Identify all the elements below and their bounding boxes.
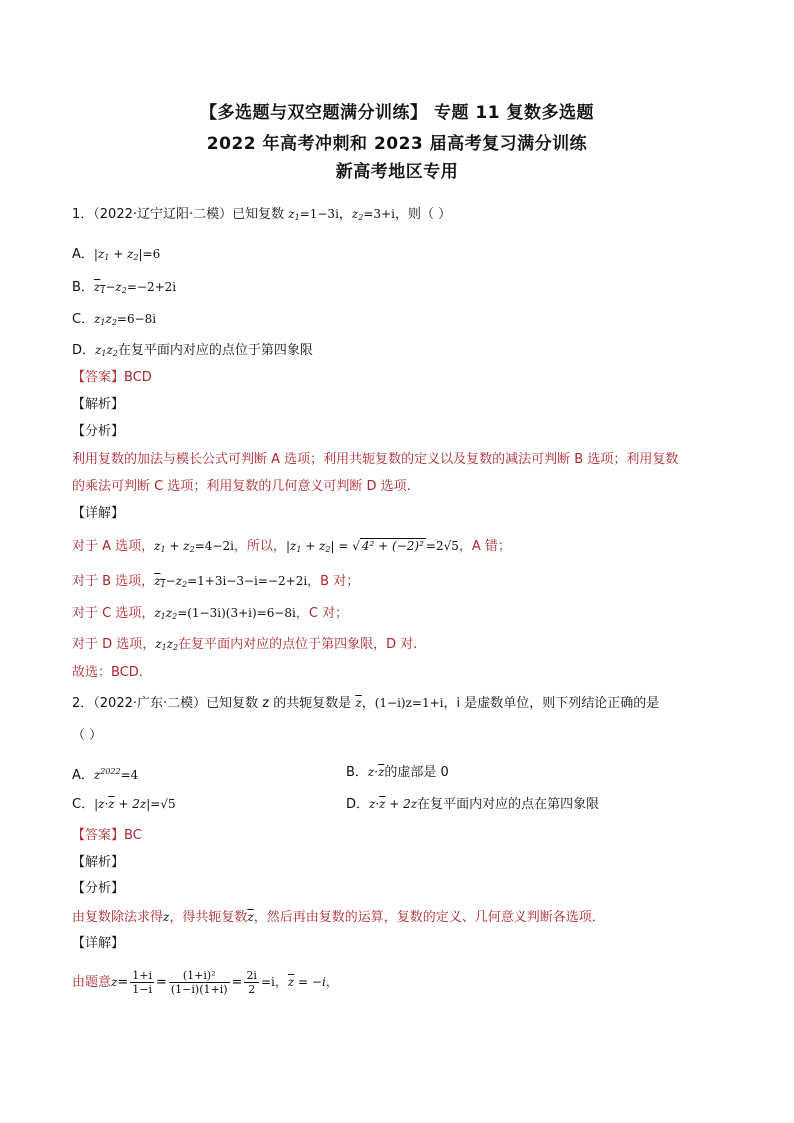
q1-answer: 【答案】BCD [72,370,152,385]
q2-analysis: 由复数除法求得z，得共轭复数$\overline{z}$，然后再由复数的运算，复数的定义、几何意义判断各选项． [72,910,605,925]
q2-stem: 2．（2022·广东·二模）已知复数 z 的共轭复数是 $\overline{z}$，(1−i)z=1+i，i 是虚数单位，则下列结论正确的是 [72,696,660,711]
q1-jiexi-heading: 【解析】 [72,397,125,412]
doc-title-line2: 2022 年高考冲刺和 2023 届高考复习满分训练 [206,134,588,154]
doc-title-line3: 新高考地区专用 [335,162,459,182]
q2-option-c: C．$|z\cdot\overline{z} + 2z|=√5$ [72,797,176,812]
q1-detail-b: 对于 B 选项，$z_1-z_2=1+3i-3-i=-2+2i$，B 对； [72,574,360,589]
q1-stem: 1．（2022·辽宁辽阳·二模）已知复数 $z_1=1-3i$，$z_2=3+i$，则（ ） [72,207,452,222]
q1-fenxi-heading: 【分析】 [72,424,125,439]
q1-xiangjie-heading: 【详解】 [72,506,125,521]
q1-detail-a: 对于 A 选项，$z_1 + z_2=4-2i$，所以，$|z_1 + z_2|$ = √ 4² + (−2)² =2√5，A 错； [72,539,511,554]
q1-conclusion: 故选：BCD. [72,665,143,680]
q1-option-d: D．$z_1z_2$在复平面内对应的点位于第四象限 [72,343,313,358]
q2-stem-paren: （ ） [72,728,103,743]
q1-option-b: B．$z_1-z_2=-2+2i$ [72,280,177,295]
q2-answer: 【答案】BC [72,828,142,843]
q2-detail: 由题意z= $\frac{1+i}{1-i}$ = $\frac{\text{(1+i)²}}{(1-i)(1+i)}$ = $\frac{2i}{2}$ =i，$\overline{z} = -i$， [72,969,339,996]
q1-option-a: A．$|z_1 + z_2|=6$ [72,247,161,262]
q1-analysis-line1: 利用复数的加法与模长公式可判断 A 选项；利用共轭复数的定义以及复数的减法可判断 B 选项；利用复数 [72,452,679,467]
q2-option-b: B．$z\cdot\overline{z}$的虚部是 0 [346,765,449,780]
q2-xiangjie-heading: 【详解】 [72,936,125,951]
q1-detail-c: 对于 C 选项，$z_1z_2=(1-3i)(3+i)=6-8i$，C 对； [72,606,349,621]
q1-option-c: C．$z_1z_2=6-8i$ [72,312,157,327]
q2-fenxi-heading: 【分析】 [72,881,125,896]
q2-jiexi-heading: 【解析】 [72,855,125,870]
doc-title-line1: 【多选题与双空题满分训练】 专题 11 复数多选题 [200,103,594,123]
q2-option-d: D．$z\cdot\overline{z} + 2z$在复平面内对应的点在第四象限 [346,797,600,812]
q1-detail-d: 对于 D 选项，$z_1z_2$在复平面内对应的点位于第四象限，D 对. [72,637,418,652]
q2-option-a: A．$z^{2022}=4$ [72,767,139,783]
q1-analysis-line2: 的乘法可判断 C 选项；利用复数的几何意义可判断 D 选项. [72,479,411,494]
